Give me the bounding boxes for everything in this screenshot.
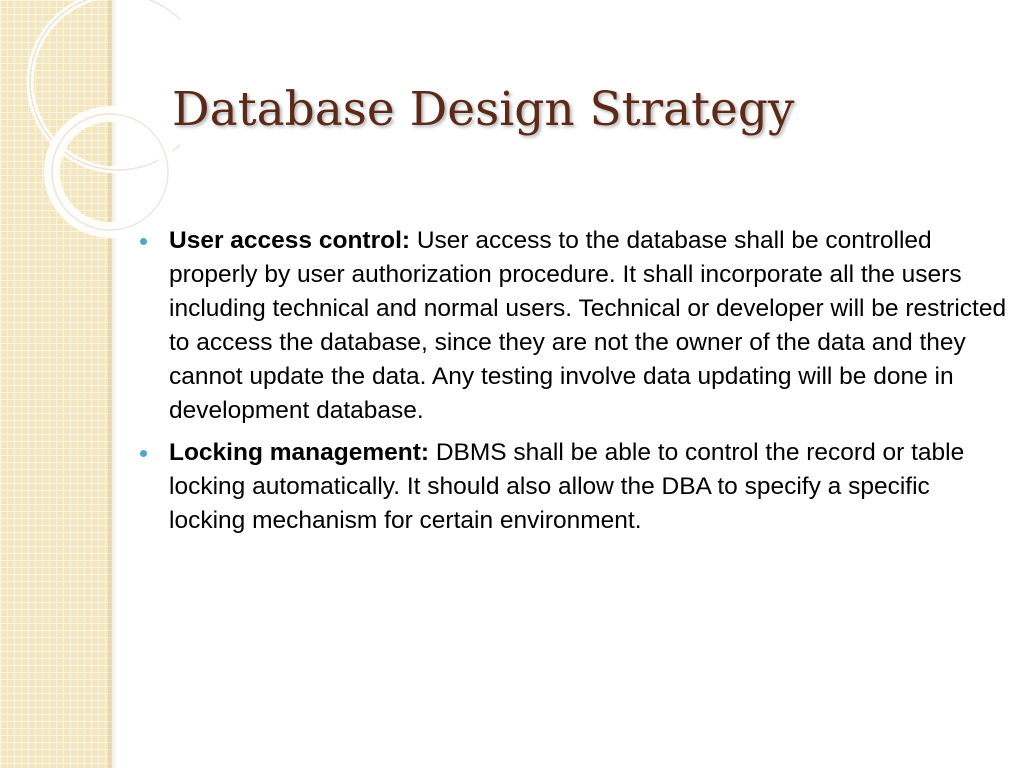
bullet-dot-icon [140, 450, 147, 457]
bullet-text: User access to the database shall be controlled properly by user authorization procedure. It shall incorporate all the users including technical and normal users. Technical or developer will be restricted to access the database, since they are not the owner of the data and they cannot update the data. Any testing involve data updating will be done in development database. [169, 227, 1007, 424]
slide-title: Database Design Strategy [172, 82, 795, 137]
bullet-text: DBMS shall be able to control the record or table locking automatically. It should also allow the DBA to specify a specific locking mechanism for certain environment. [169, 439, 965, 534]
slide-body [140, 224, 1012, 546]
bullet-item-locking-management [140, 436, 1012, 538]
bullet-dot-icon [140, 238, 147, 245]
bullet-term: User access control: [169, 227, 417, 254]
bullet-term: Locking management: [169, 439, 436, 466]
bullet-list [140, 224, 1012, 538]
bullet-item-user-access-control [140, 224, 1012, 428]
ring-decoration-icon [0, 0, 180, 260]
